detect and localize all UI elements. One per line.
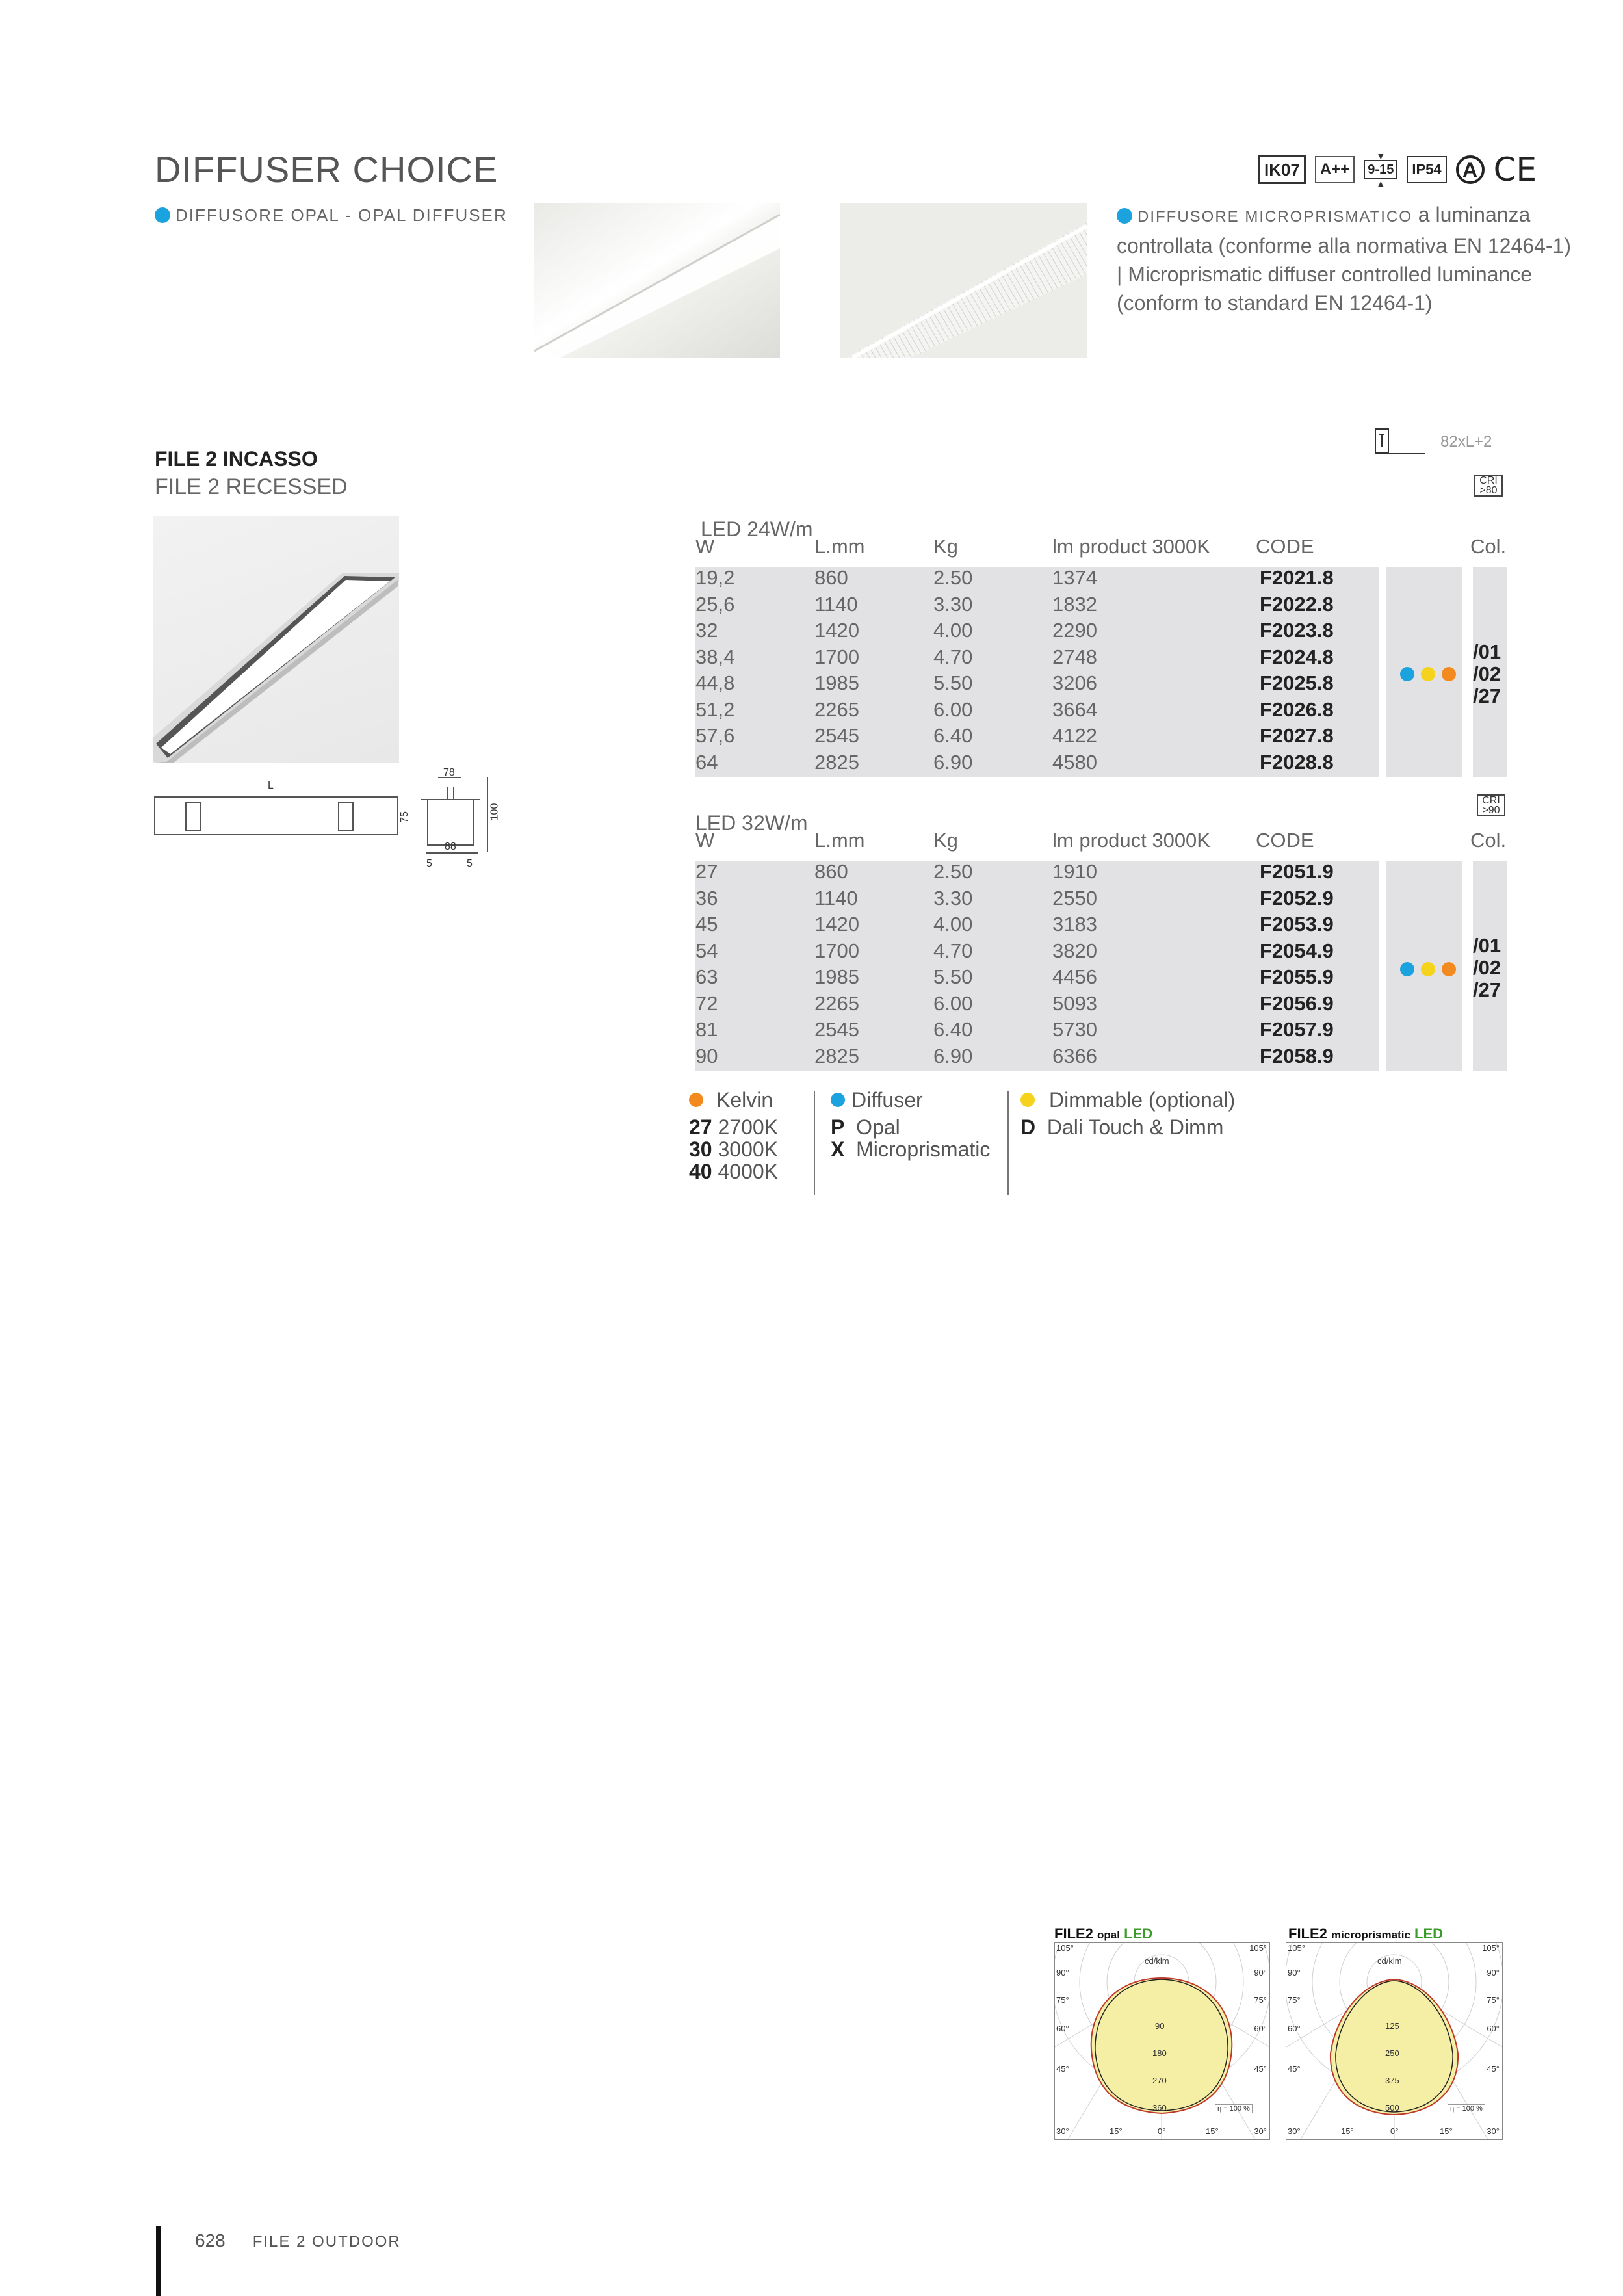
energy-class-badge: A++ [1315,156,1355,183]
cell-length: 860 [814,860,848,883]
color-code: /27 [1473,685,1501,707]
dimmable-dot-icon [1421,962,1435,976]
cell-weight: 6.00 [933,698,973,721]
cri-badge-90: CRI >90 [1477,794,1505,816]
polar-angle-label: 105° [1056,1943,1074,1953]
color-code: /01 [1473,640,1501,663]
temperature-arrow-up-icon: ▲ [1376,178,1386,189]
color-codes [1473,935,1501,1001]
dim-side-left: 5 [426,858,432,869]
polar-angle-label: 45° [1487,2064,1500,2074]
cell-weight: 3.30 [933,886,973,909]
cell-length: 2265 [814,991,859,1015]
polar-angle-label: 75° [1288,1995,1301,2005]
col-header-kg: Kg [933,829,958,852]
kelvin-dot-icon [689,1093,703,1107]
polar-angle-label: 105° [1482,1943,1500,1953]
ik-rating-badge: IK07 [1258,155,1306,184]
polar-angle-label: 90° [1056,1968,1069,1977]
polar-angle-label: 0° [1390,2126,1399,2136]
cell-lumen: 5093 [1052,991,1097,1015]
dim-total-height: 100 [489,803,500,821]
cell-length: 2825 [814,1044,859,1067]
table-row [695,644,1378,670]
technical-drawing [153,761,517,878]
cell-code: F2025.8 [1260,672,1334,694]
cell-weight: 4.70 [933,939,973,962]
dimmable-dot-icon [1421,667,1435,681]
cell-watt: 57,6 [695,724,735,747]
cell-weight: 2.50 [933,860,973,883]
table-row [695,617,1378,644]
photometric-title-opal: FILE2 opal LED [1054,1925,1153,1942]
cell-weight: 6.90 [933,1044,973,1067]
legend-diffuser: Diffuser P Opal X Microprismatic [831,1088,991,1161]
color-codes [1473,641,1501,707]
polar-angle-label: 75° [1487,1995,1500,2005]
cutout-icon [1374,428,1426,455]
polar-angle-label: 15° [1440,2126,1453,2136]
diffuser-dot-icon [1400,667,1414,681]
polar-angle-label: 60° [1487,2024,1500,2033]
temperature-badge: ▼ 9-15 ▲ [1364,152,1397,187]
col-header-w: W [695,829,715,852]
cell-watt: 90 [695,1044,718,1067]
cell-length: 1985 [814,965,859,988]
dimension-drawing [153,761,517,878]
col-header-color: Col. [1470,829,1507,852]
polar-angle-label: 0° [1158,2126,1166,2136]
cell-length: 2545 [814,1018,859,1041]
kelvin-dot-icon [1442,962,1456,976]
footer-bar [156,2226,161,2296]
col-header-w: W [695,535,715,558]
col-header-color: Col. [1470,535,1507,558]
color-code: /02 [1473,956,1501,979]
diffuser-dot-icon [1400,962,1414,976]
table-row [695,564,1378,591]
product-name: FILE 2 INCASSO [155,447,318,471]
cell-watt: 54 [695,939,718,962]
cell-length: 860 [814,566,848,589]
polar-ring-label: 375 [1385,2076,1399,2085]
cell-weight: 2.50 [933,566,973,589]
diffuser-dot-icon [155,207,170,223]
cell-length: 1700 [814,645,859,668]
cell-lumen: 5730 [1052,1018,1097,1041]
ce-mark-icon: CE [1493,151,1537,189]
polar-angle-label: 90° [1487,1968,1500,1977]
cell-length: 1985 [814,672,859,694]
cell-code: F2021.8 [1260,566,1334,589]
polar-angle-label: 60° [1254,2024,1267,2033]
cell-watt: 45 [695,913,718,935]
table-header-row [695,533,1508,560]
cell-weight: 3.30 [933,592,973,616]
cell-lumen: 1910 [1052,860,1097,883]
table-row [695,885,1378,911]
cell-lumen: 6366 [1052,1044,1097,1067]
legend-item: 30 3000K [689,1138,779,1161]
polar-ring-label: 125 [1385,2021,1399,2031]
polar-angle-label: 30° [1288,2126,1301,2136]
cell-code: F2058.9 [1260,1044,1334,1067]
cell-length: 1140 [814,592,858,616]
cell-length: 2545 [814,724,859,747]
col-header-length: L.mm [814,829,865,852]
polar-angle-label: 15° [1341,2126,1354,2136]
color-code: /02 [1473,662,1501,685]
polar-diagram-opal [1054,1942,1270,2140]
cell-weight: 5.50 [933,965,973,988]
cell-weight: 6.00 [933,991,973,1015]
cell-lumen: 1374 [1052,566,1097,589]
cell-code: F2056.9 [1260,991,1334,1015]
polar-angle-label: 15° [1206,2126,1219,2136]
cell-code: F2057.9 [1260,1018,1334,1041]
cell-length: 1420 [814,913,859,935]
cell-code: F2023.8 [1260,619,1334,642]
efficiency-label: η = 100 % [1448,2104,1485,2113]
dim-top-width: 78 [443,767,455,778]
diffuser-dot-icon [1117,208,1132,224]
table-header-row [695,827,1508,854]
footer [195,2230,401,2251]
cell-weight: 4.00 [933,619,973,642]
cell-watt: 44,8 [695,672,735,694]
footer-section: FILE 2 OUTDOOR [252,2233,401,2250]
legend-divider [1007,1091,1009,1195]
cell-watt: 27 [695,860,718,883]
efficiency-label: η = 100 % [1215,2104,1253,2113]
opal-diffuser-image [534,203,780,358]
table-row [695,963,1378,990]
dim-side-right: 5 [467,858,473,869]
recessed-profile-image [153,516,399,763]
product-photo [153,516,399,763]
a-mark-icon: A [1456,155,1485,184]
cell-lumen: 3820 [1052,939,1097,962]
cell-code: F2027.8 [1260,724,1334,747]
opal-diffuser-label: DIFFUSORE OPAL - OPAL DIFFUSER [155,205,508,226]
temperature-arrow-icon: ▼ [1376,151,1386,161]
table-row [695,858,1378,885]
polar-angle-label: 15° [1110,2126,1123,2136]
cell-lumen: 2550 [1052,886,1097,909]
dim-height: 75 [398,811,410,823]
polar-angle-label: 45° [1056,2064,1069,2074]
cell-length: 1140 [814,886,858,909]
table-row [695,722,1378,749]
cell-weight: 4.00 [933,913,973,935]
cell-code: F2022.8 [1260,592,1334,616]
polar-angle-label: 60° [1288,2024,1301,2033]
table-row [695,990,1378,1017]
table-row [695,937,1378,964]
polar-angle-label: 45° [1288,2064,1301,2074]
legend-item: 40 4000K [689,1160,779,1183]
cell-code: F2051.9 [1260,860,1334,883]
cell-lumen: 1832 [1052,592,1097,616]
polar-angle-label: 75° [1254,1995,1267,2005]
cell-code: F2053.9 [1260,913,1334,935]
col-header-code: CODE [1256,829,1314,852]
cell-code: F2055.9 [1260,965,1334,988]
cell-lumen: 3664 [1052,698,1097,721]
cell-watt: 36 [695,886,718,909]
cell-watt: 38,4 [695,645,735,668]
polar-angle-label: 90° [1288,1968,1301,1977]
cell-weight: 6.40 [933,1018,973,1041]
cell-watt: 72 [695,991,718,1015]
polar-angle-label: 30° [1487,2126,1500,2136]
cell-length: 1420 [814,619,859,642]
col-header-code: CODE [1256,535,1314,558]
dimmable-dot-icon [1020,1093,1035,1107]
cutout-dimension: 82xL+2 [1440,433,1492,450]
dim-bottom-width: 88 [445,841,456,852]
polar-ring-label: 360 [1152,2103,1167,2113]
col-header-kg: Kg [933,535,958,558]
cell-code: F2024.8 [1260,645,1334,668]
led-32w-table [695,811,1514,1071]
cell-watt: 19,2 [695,566,735,589]
color-code: /01 [1473,934,1501,957]
polar-angle-label: 30° [1056,2126,1069,2136]
page-number: 628 [195,2230,226,2250]
diffuser-dot-icon [831,1093,845,1107]
table-row [695,749,1378,776]
color-code: /27 [1473,978,1501,1001]
polar-unit-label: cd/klm [1145,1956,1169,1966]
cell-code: F2054.9 [1260,939,1334,962]
product-subname: FILE 2 RECESSED [155,475,348,499]
cri-badge-80: CRI >80 [1474,475,1503,497]
cell-lumen: 2290 [1052,619,1097,642]
cell-weight: 6.90 [933,750,973,774]
table-row [695,591,1378,618]
legend-dimmable: Dimmable (optional) D Dali Touch & Dimm [1020,1088,1236,1139]
table-row [695,696,1378,723]
polar-ring-label: 250 [1385,2048,1399,2058]
kelvin-dot-icon [1442,667,1456,681]
cell-watt: 51,2 [695,698,735,721]
cell-weight: 5.50 [933,672,973,694]
cell-code: F2052.9 [1260,886,1334,909]
legend-divider [814,1091,815,1195]
page-title: DIFFUSER CHOICE [155,149,499,190]
cell-weight: 6.40 [933,724,973,747]
polar-angle-label: 90° [1254,1968,1267,1977]
cell-length: 2825 [814,750,859,774]
ip-rating-badge: IP54 [1407,156,1446,183]
polar-angle-label: 75° [1056,1995,1069,2005]
cell-lumen: 3183 [1052,913,1097,935]
polar-ring-label: 270 [1152,2076,1167,2085]
microprismatic-diffuser-image [840,203,1087,358]
cell-watt: 32 [695,619,718,642]
col-header-length: L.mm [814,535,865,558]
legend-kelvin: Kelvin 27 2700K 30 3000K 40 4000K [689,1088,779,1183]
table-row [695,911,1378,937]
microprismatic-diffuser-photo [840,203,1087,358]
option-dots [1400,962,1456,976]
polar-angle-label: 60° [1056,2024,1069,2033]
cell-code: F2026.8 [1260,698,1334,721]
cell-watt: 64 [695,750,718,774]
polar-angle-label: 105° [1249,1943,1267,1953]
microprismatic-diffuser-description: DIFFUSORE MICROPRISMATICO a luminanza controllata (conforme alla normativa EN 12464-1) | Microprismatic diffuser controlled luminance (conform to standard EN 12464-1) [1117,203,1571,315]
photometric-title-microprismatic: FILE2 microprismatic LED [1288,1925,1444,1942]
table-row [695,1016,1378,1043]
legend-item: 27 2700K [689,1115,779,1139]
cell-lumen: 3206 [1052,672,1097,694]
cell-length: 2265 [814,698,859,721]
cell-watt: 25,6 [695,592,735,616]
table-section-title: LED 32W/m [695,811,808,835]
table-section-title: LED 24W/m [701,517,813,541]
cell-watt: 63 [695,965,718,988]
polar-angle-label: 30° [1254,2126,1267,2136]
table-row [695,670,1378,696]
polar-angle-label: 45° [1254,2064,1267,2074]
polar-diagram-microprismatic [1286,1942,1503,2140]
col-header-lumen: lm product 3000K [1052,829,1210,852]
led-24w-table [695,517,1514,777]
legend-item: X Microprismatic [831,1138,991,1161]
cell-lumen: 4580 [1052,750,1097,774]
legend-item: D Dali Touch & Dimm [1020,1115,1224,1139]
table-row [695,1043,1378,1069]
polar-ring-label: 90 [1155,2021,1165,2031]
polar-unit-label: cd/klm [1377,1956,1402,1966]
certification-badges [1258,151,1537,189]
polar-angle-label: 105° [1288,1943,1305,1953]
cell-watt: 81 [695,1018,718,1041]
col-header-lumen: lm product 3000K [1052,535,1210,558]
option-dots [1400,667,1456,681]
cell-lumen: 2748 [1052,645,1097,668]
polar-ring-label: 500 [1385,2103,1399,2113]
cell-lumen: 4122 [1052,724,1097,747]
polar-ring-label: 180 [1152,2048,1167,2058]
legend-item: P Opal [831,1115,900,1139]
dim-length: L [268,780,274,791]
opal-diffuser-photo [534,203,780,358]
cell-length: 1700 [814,939,859,962]
cell-weight: 4.70 [933,645,973,668]
cell-lumen: 4456 [1052,965,1097,988]
cell-code: F2028.8 [1260,750,1334,774]
recess-cutout-icon [1374,428,1426,455]
